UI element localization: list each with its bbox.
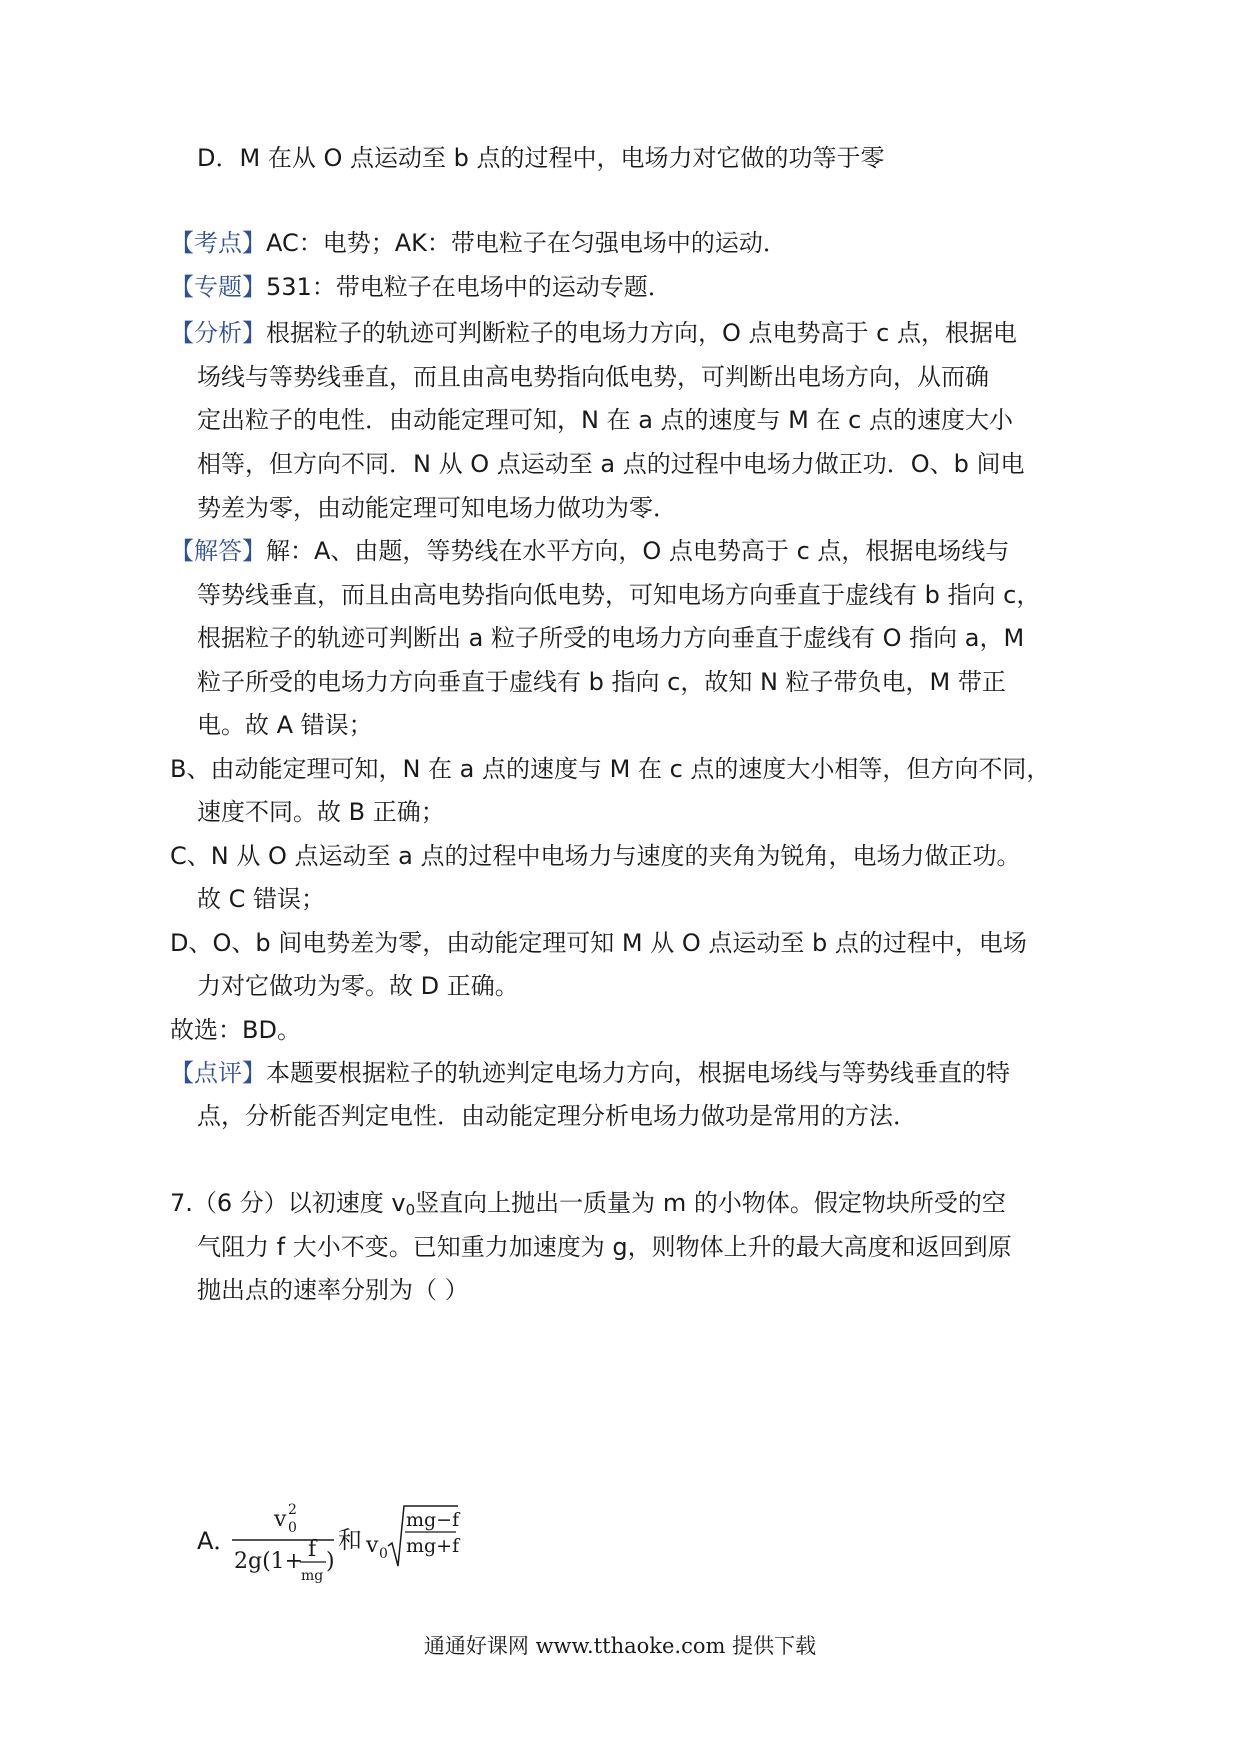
v0-symbol: v [366,1533,379,1558]
formula-graphic [222,1488,522,1608]
fenxi-line-4: 相等，但方向不同．N 从 O 点运动至 a 点的过程中电场力做正功．O、b 间电 [197,450,1025,478]
zhuanti-tag: 【专题】 [170,273,266,301]
fenxi-line-1: 根据粒子的轨迹可判断粒子的电场力方向，O 点电势高于 c 点，根据电 [266,319,1017,347]
jieda-line-4: 粒子所受的电场力方向垂直于虚线有 b 指向 c，故知 N 粒子带负电，M 带正 [197,668,1006,696]
fenxi-line-2: 场线与等势线垂直，而且由高电势指向低电势，可判断出电场方向，从而确 [197,363,989,391]
solution-b-line-1: B、由动能定理可知，N 在 a 点的速度与 M 在 c 点的速度大小相等，但方向不同， [170,755,1051,783]
jieda-line-5: 电。故 A 错误； [197,711,373,739]
frac-denominator-close: ) [326,1549,335,1574]
question7-line-3: 抛出点的速率分别为（ ） [197,1276,469,1304]
sqrt-numerator: mg−f [406,1509,460,1531]
question7-line-1 [170,1188,1006,1225]
solution-c-line-1: C、N 从 O 点运动至 a 点的过程中电场力与速度的夹角为锐角，电场力做正功。 [170,842,1021,870]
solution-d-line-1: D、O、b 间电势差为零，由动能定理可知 M 从 O 点运动至 b 点的过程中，电场 [170,929,1027,957]
v0-sub: 0 [379,1546,388,1562]
jieda-tag: 【解答】 [170,537,266,565]
page-footer: 通通好课网 www.tthaoke.com 提供下载 [423,1634,817,1658]
fenxi-tag: 【分析】 [170,319,266,347]
question7-lead-rest: 竖直向上抛出一质量为 m 的小物体。假定物块所受的空 [415,1189,1006,1217]
dianping-tag: 【点评】 [170,1059,266,1087]
jieda-row [170,536,1009,566]
jieda-line-3: 根据粒子的轨迹可判断出 a 粒子所受的电场力方向垂直于虚线有 O 指向 a，M [197,624,1025,652]
option-a-label: A． [197,1527,238,1555]
frac-numerator-sub: 0 [288,1520,297,1536]
fenxi-line-5: 势差为零，由动能定理可知电场力做功为零． [197,494,677,522]
prev-option-d: D．M 在从 O 点运动至 b 点的过程中，电场力对它做的功等于零 [197,144,885,172]
dianping-row [170,1058,1010,1088]
solution-b-line-2: 速度不同。故 B 正确； [197,798,445,826]
dianping-line-1: 本题要根据粒子的轨迹判定电场力方向，根据电场线与等势线垂直的特 [266,1059,1010,1087]
jieda-line-2: 等势线垂直，而且由高电势指向低电势，可知电场方向垂直于虚线有 b 指向 c， [197,581,1041,609]
kaodian-tag: 【考点】 [170,229,266,257]
dianping-line-2: 点，分析能否判定电性．由动能定理分析电场力做功是常用的方法． [197,1102,917,1130]
answer-line: 故选：BD。 [170,1016,301,1044]
solution-d-line-2: 力对它做功为零。故 D 正确。 [197,972,519,1000]
zhuanti-text: 531：带电粒子在电场中的运动专题． [266,273,672,301]
inner-frac-num: f [308,1537,317,1562]
sqrt-denominator: mg+f [406,1535,460,1557]
and-word: 和 [338,1526,362,1554]
option-a-formula [197,1488,522,1608]
fenxi-line-3: 定出粒子的电性．由动能定理可知，N 在 a 点的速度与 M 在 c 点的速度大小 [197,406,1013,434]
jieda-line-1: 解：A、由题，等势线在水平方向，O 点电势高于 c 点，根据电场线与 [266,537,1010,565]
frac-numerator: v [274,1507,287,1532]
question7-line-2: 气阻力 f 大小不变。已知重力加速度为 g，则物体上升的最大高度和返回到原 [197,1233,1012,1261]
frac-denominator: 2g(1+ [234,1549,304,1574]
question7-lead-sub: 0 [405,1201,416,1219]
kaodian-text: AC：电势；AK：带电粒子在匀强电场中的运动． [266,229,787,257]
question7-lead: 7.（6 分）以初速度 v [170,1189,406,1217]
kaodian-row [170,228,787,258]
fenxi-row [170,318,1017,348]
solution-c-line-2: 故 C 错误； [197,885,326,913]
frac-numerator-sup: 2 [288,1502,297,1518]
zhuanti-row [170,272,672,302]
inner-frac-den: mg [301,1568,324,1584]
